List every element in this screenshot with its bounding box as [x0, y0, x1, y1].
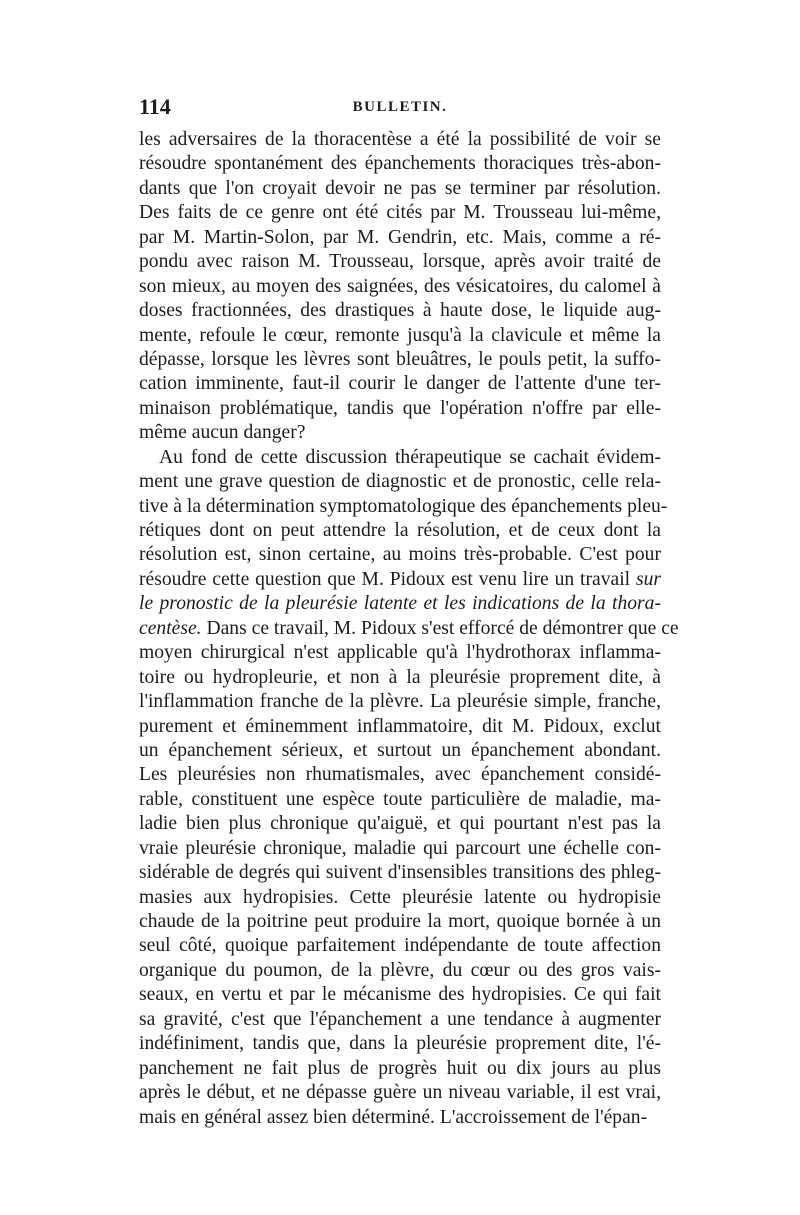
text-line	[139, 226, 661, 250]
text-line	[139, 446, 661, 470]
text-segment: chaude de la poitrine peut produire la mort, quoique bornée à un	[139, 911, 661, 932]
text-line	[139, 1081, 661, 1105]
running-title: BULLETIN.	[352, 99, 448, 115]
text-line	[139, 543, 661, 567]
text-line	[139, 519, 661, 543]
text-line	[139, 1057, 661, 1081]
text-segment: même aucun danger?	[139, 422, 306, 444]
text-segment: un épanchement sérieux, et surtout un épanchement abondant.	[139, 739, 661, 761]
text-segment: rétiques dont on peut attendre la résolution, et de ceux dont la	[139, 520, 661, 541]
text-segment: les adversaires de la thoracentèse a été la possibilité de voir se	[139, 129, 661, 150]
text-line	[139, 739, 661, 763]
text-line	[139, 324, 661, 348]
text-line	[139, 397, 661, 421]
text-segment: seaux, en vertu et par le mécanisme des hydropisies. Ce qui fait	[139, 984, 661, 1006]
text-segment: dants que l'on croyait devoir ne pas se terminer par résolution.	[139, 177, 661, 199]
text-line	[139, 348, 661, 372]
text-line	[139, 886, 661, 910]
text-segment: organique du poumon, de la plèvre, du cœur ou des gros vais-	[139, 959, 661, 981]
text-segment: ladie bien plus chronique qu'aiguë, et qui pourtant n'est pas la	[139, 813, 661, 835]
text-segment: pondu avec raison M. Trousseau, lorsque, après avoir traité de	[139, 251, 661, 273]
italic-segment: sur	[635, 568, 661, 590]
text-segment: minaison problématique, tandis que l'opération n'offre par elle-	[139, 397, 661, 419]
text-line	[139, 201, 661, 225]
text-line	[139, 128, 661, 152]
text-line	[139, 959, 661, 983]
text-line	[139, 495, 668, 519]
text-line	[139, 299, 661, 323]
text-line	[139, 470, 661, 494]
text-line	[139, 177, 661, 201]
text-line	[139, 617, 679, 641]
text-segment: moyen chirurgical n'est applicable qu'à l'hydrothorax inflamma-	[139, 642, 661, 664]
text-segment: cation imminente, faut-il courir le danger de l'attente d'une ter-	[139, 373, 661, 395]
text-line	[139, 690, 661, 714]
text-line	[139, 568, 661, 592]
text-segment: masies aux hydropisies. Cette pleurésie latente ou hydropisie	[139, 886, 661, 908]
text-segment: sidérable de degrés qui suivent d'insensibles transitions des phleg-	[139, 862, 661, 884]
text-segment: dépasse, lorsque les lèvres sont bleuâtres, le pouls petit, la suffo-	[139, 348, 661, 370]
text-segment: sa gravité, c'est que l'épanchement a une tendance à augmenter	[139, 1008, 661, 1030]
text-line	[139, 1032, 661, 1056]
text-line	[139, 934, 661, 958]
text-segment: toire ou hydropleurie, et non à la pleurésie proprement dite, à	[139, 666, 661, 688]
text-line	[139, 910, 661, 934]
running-head	[139, 94, 661, 124]
text-line	[139, 421, 661, 445]
text-line	[139, 641, 661, 665]
text-line	[139, 715, 661, 739]
italic-segment: le pronostic de la pleurésie latente et les indications de la thora-	[139, 593, 661, 615]
text-line	[139, 861, 661, 885]
text-line	[139, 372, 661, 396]
text-segment: ment une grave question de diagnostic et de pronostic, celle rela-	[139, 471, 661, 493]
text-segment: après le début, et ne dépasse guère un niveau variable, il est vrai,	[139, 1082, 661, 1104]
text-segment: résoudre cette question que M. Pidoux est venu lire un travail	[139, 568, 636, 590]
text-segment: Au fond de cette discussion thérapeutique se cachait évidem-	[159, 446, 661, 468]
text-line	[139, 152, 661, 176]
text-segment: son mieux, au moyen des saignées, des vésicatoires, du calomel à	[139, 275, 661, 297]
text-segment: vraie pleurésie chronique, maladie qui parcourt une échelle con-	[139, 837, 661, 859]
text-line	[139, 275, 661, 299]
text-segment: indéfiniment, tandis que, dans la pleurésie proprement dite, l'é-	[139, 1033, 661, 1055]
text-line	[139, 666, 661, 690]
text-segment: Dans ce travail, M. Pidoux s'est efforcé de démontrer que ce	[201, 617, 679, 639]
text-segment: panchement ne fait plus de progrès huit ou dix jours au plus	[139, 1057, 661, 1079]
text-segment: mais en général assez bien déterminé. L'accroissement de l'épan-	[139, 1106, 648, 1128]
body-text	[139, 128, 679, 1130]
text-segment: seul côté, quoique parfaitement indépendante de toute affection	[139, 935, 661, 957]
text-segment: par M. Martin-Solon, par M. Gendrin, etc. Mais, comme a ré-	[139, 226, 661, 248]
text-line	[139, 812, 661, 836]
text-segment: mente, refoule le cœur, remonte jusqu'à la clavicule et même la	[139, 324, 661, 346]
text-segment: purement et éminemment inflammatoire, dit M. Pidoux, exclut	[139, 715, 661, 737]
text-segment: rable, constituent une espèce toute particulière de maladie, ma-	[139, 788, 661, 810]
text-line	[139, 1106, 661, 1130]
text-line	[139, 837, 661, 861]
text-line	[139, 1008, 661, 1032]
text-line	[139, 592, 661, 616]
text-segment: doses fractionnées, des drastiques à haute dose, le liquide aug-	[139, 300, 661, 322]
italic-segment: centèse.	[139, 617, 202, 639]
text-segment: résoudre spontanément des épanchements thoraciques très-abon-	[139, 153, 661, 175]
text-segment: Des faits de ce genre ont été cités par M. Trousseau lui-même,	[139, 202, 661, 224]
text-segment: l'inflammation franche de la plèvre. La pleurésie simple, franche,	[139, 691, 661, 713]
text-segment: Les pleurésies non rhumatismales, avec épanchement considé-	[139, 764, 661, 786]
text-segment: résolution est, sinon certaine, au moins très-probable. C'est pour	[139, 544, 661, 566]
text-line	[139, 788, 661, 812]
text-segment: tive à la détermination symptomatologique des épanchements pleu-	[139, 495, 668, 517]
page-number: 114	[139, 94, 171, 119]
text-line	[139, 763, 661, 787]
text-line	[139, 250, 661, 274]
text-line	[139, 983, 661, 1007]
